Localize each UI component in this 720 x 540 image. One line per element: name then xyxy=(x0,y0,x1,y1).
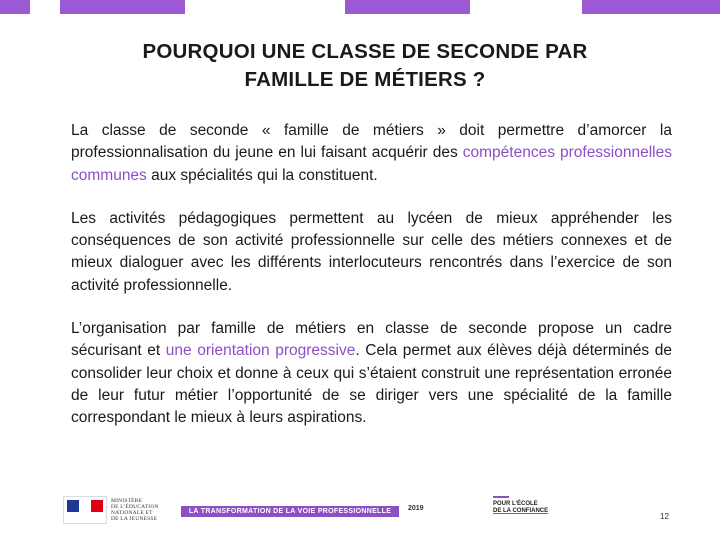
footer-banner: LA TRANSFORMATION DE LA VOIE PROFESSIONNELLE xyxy=(181,506,399,517)
paragraph-1-highlight: compétences professionnelles communes xyxy=(71,144,672,184)
paragraph-3-text-end: . Cela permet aux élèves déjà déterminés de consolider leur choix et donne à ceux qui s’étaient construit une représentation erronée de leur futur métier l’opportunité de se diriger vers une spécialité de la famille correspondant le mieux à leurs aspirations. xyxy=(71,342,673,427)
top-accent-bar xyxy=(60,0,185,14)
marianne-logo-icon xyxy=(63,496,107,524)
slide-title xyxy=(60,38,670,94)
ministry-logo xyxy=(63,494,173,526)
ecole-line2: DE LA CONFIANCE xyxy=(493,508,549,514)
ecole-line1: POUR L’ÉCOLE xyxy=(493,501,538,507)
slide-title-line1: POURQUOI UNE CLASSE DE SECONDE PAR xyxy=(142,40,588,63)
footer-year: 2019 xyxy=(408,505,424,512)
ecole-confiance-logo xyxy=(493,496,583,515)
paragraph-1-text: La classe de seconde « famille de métiers » doit permettre d’amorcer la professionnalisation du jeune en lui faisant acquérir des xyxy=(71,122,672,162)
top-accent-bar xyxy=(582,0,720,14)
paragraph-3 xyxy=(71,318,672,429)
ecole-accent-bar xyxy=(493,496,509,498)
paragraph-3-text: L’organisation par famille de métiers en classe de seconde propose un cadre sécurisant et xyxy=(71,320,672,360)
top-accent-bar xyxy=(0,0,30,14)
slide-title-line2: FAMILLE DE MÉTIERS ? xyxy=(244,68,486,91)
paragraph-2: Les activités pédagogiques permettent au lycéen de mieux appréhender les conséquences de son activité professionnelle sur celle des métiers connexes et de mieux dialoguer avec les différents interlocuteurs rencontrés dans l’exercice de son activité professionnelle. xyxy=(71,209,672,294)
paragraph-1 xyxy=(71,120,672,187)
paragraph-1-text-end: aux spécialités qui la constituent. xyxy=(146,166,378,184)
ministry-name: MINISTÈRE DE L’ÉDUCATION NATIONALE ET DE LA JEUNESSE xyxy=(111,498,159,522)
page-number: 12 xyxy=(660,512,669,521)
paragraph-3-highlight: une orientation progressive xyxy=(165,342,356,360)
slide-body xyxy=(71,120,672,451)
top-accent-bar xyxy=(345,0,470,14)
